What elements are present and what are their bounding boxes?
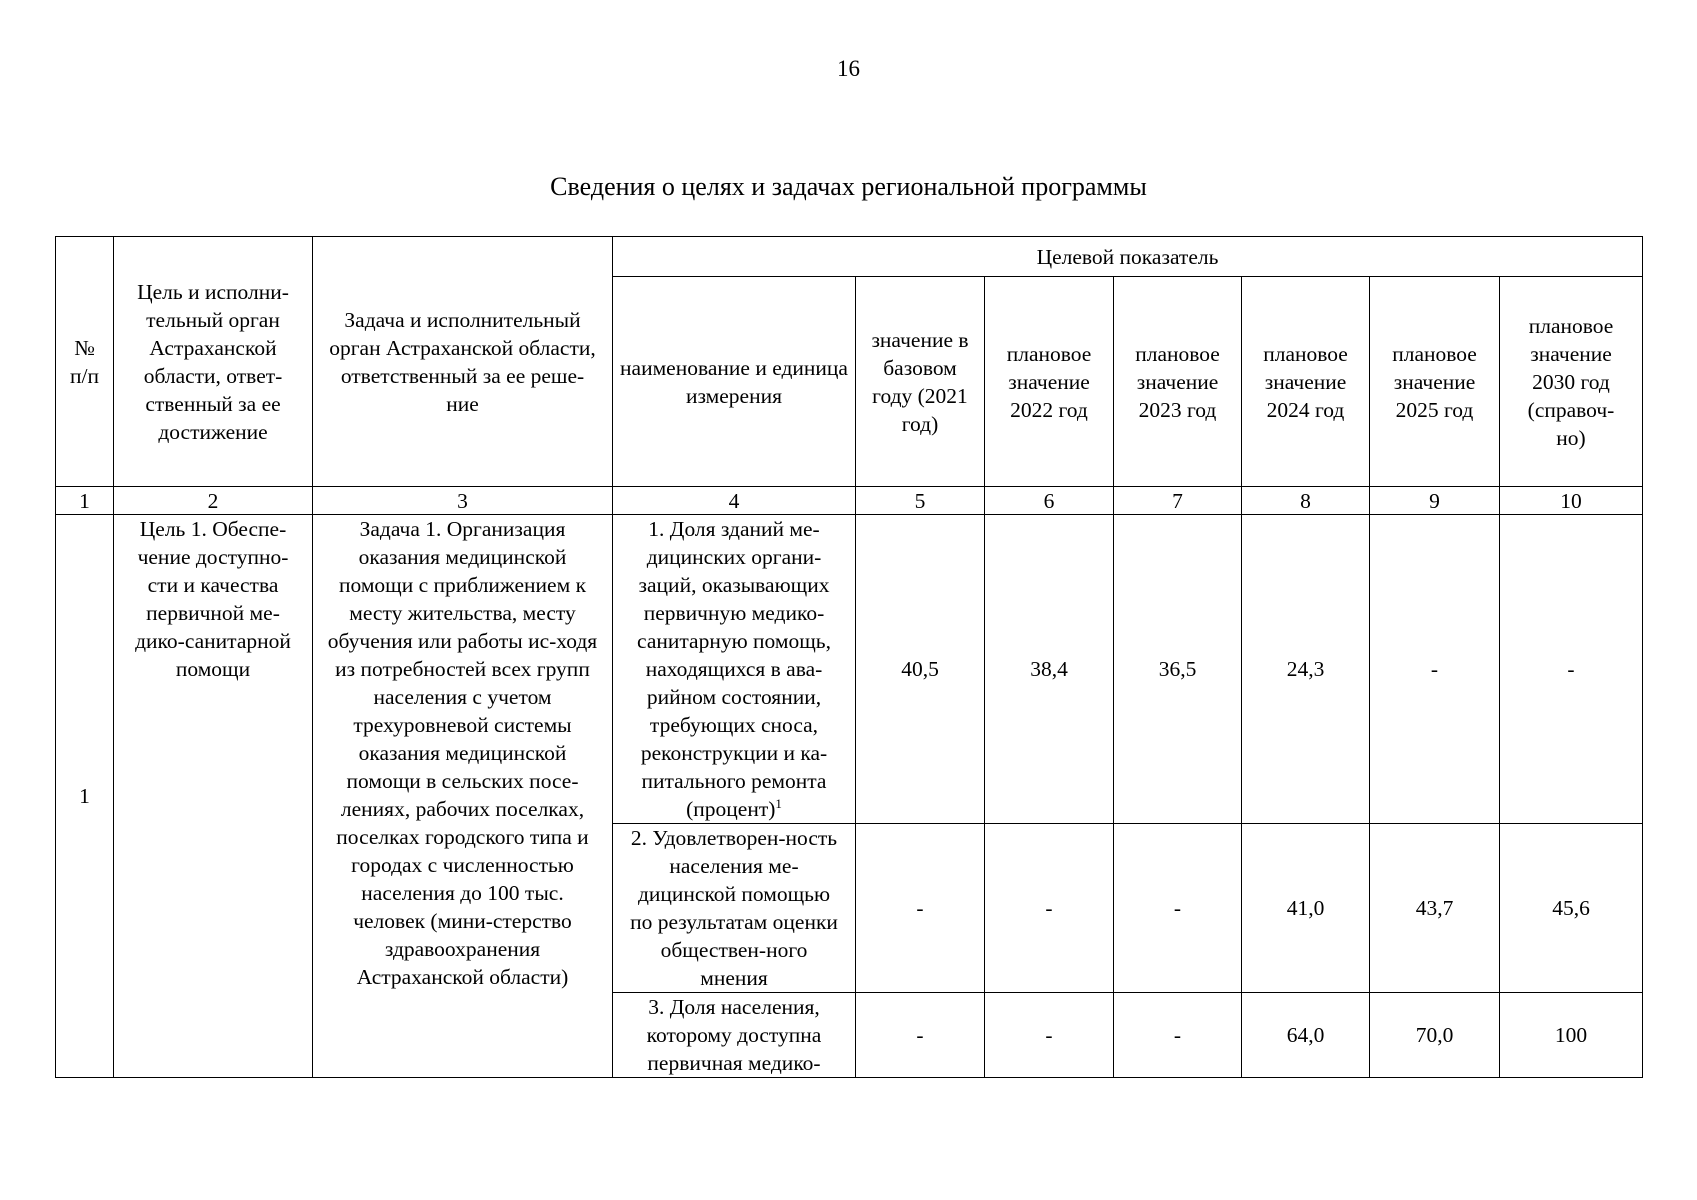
indicator-name-text: 1. Доля зданий ме-дицинских органи-заций, оказывающих первичную медико-санитарную помощь, находящихся в ава-рийном состоянии, требующих сноса, реконструкции и ка-питального ремонта (процент) (637, 517, 831, 821)
page-number: 16 (837, 56, 860, 81)
indicator-base: - (856, 993, 985, 1078)
task-cell: Задача 1. Организация оказания медицинской помощи с приближением к месту жительства, месту обучения или работы ис-ходя из потребностей всех групп населения с учетом трехуровневой системы оказания медицинской помощи в сельских посе-лениях, рабочих поселках, поселках городского типа и городах с численностью населения до 100 тыс. человек (мини-стерство здравоохранения Астраханской области) (313, 515, 613, 1078)
indicator-2022: 38,4 (985, 515, 1114, 824)
column-number: 4 (613, 487, 856, 515)
column-number: 6 (985, 487, 1114, 515)
goals-table (55, 236, 1643, 1078)
indicator-2025: - (1370, 515, 1500, 824)
header-col-goal: Цель и исполни-тельный орган Астраханской области, ответ-ственный за ее достижение (114, 237, 313, 487)
indicator-2023: - (1114, 993, 1242, 1078)
column-number: 5 (856, 487, 985, 515)
indicator-2023: - (1114, 824, 1242, 993)
header-col-2025: плановое значение 2025 год (1370, 277, 1500, 487)
column-number: 9 (1370, 487, 1500, 515)
row-number: 1 (56, 515, 114, 1078)
header-target-indicator: Целевой показатель (613, 237, 1643, 277)
header-col-base: значение в базовом году (2021 год) (856, 277, 985, 487)
indicator-name (613, 993, 856, 1078)
indicator-2024: 24,3 (1242, 515, 1370, 824)
header-col-2030: плановое значение 2030 год (справоч-но) (1500, 277, 1643, 487)
column-number: 1 (56, 487, 114, 515)
indicator-2030: - (1500, 515, 1643, 824)
indicator-2025: 43,7 (1370, 824, 1500, 993)
indicator-2024: 64,0 (1242, 993, 1370, 1078)
header-col-no: № п/п (56, 237, 114, 487)
indicator-2030: 100 (1500, 993, 1643, 1078)
indicator-name (613, 515, 856, 824)
indicator-name-clip (627, 993, 841, 1077)
header-col-2024: плановое значение 2024 год (1242, 277, 1370, 487)
column-number: 3 (313, 487, 613, 515)
column-number-row (56, 487, 1643, 515)
indicator-2030: 45,6 (1500, 824, 1643, 993)
column-number: 8 (1242, 487, 1370, 515)
header-col-2022: плановое значение 2022 год (985, 277, 1114, 487)
indicator-base: - (856, 824, 985, 993)
indicator-name-text: 3. Доля населения, которому доступна первичная медико- (646, 995, 822, 1075)
indicator-2024: 41,0 (1242, 824, 1370, 993)
table-row (56, 515, 1643, 824)
indicator-2025: 70,0 (1370, 993, 1500, 1078)
indicator-2023: 36,5 (1114, 515, 1242, 824)
column-number: 7 (1114, 487, 1242, 515)
header-col-task: Задача и исполнительный орган Астраханской области, ответственный за ее реше-ние (313, 237, 613, 487)
header-col-name: наименование и единица измерения (613, 277, 856, 487)
footnote-marker: 1 (775, 795, 782, 811)
indicator-2022: - (985, 824, 1114, 993)
indicator-name: 2. Удовлетворен-ность населения ме-дицинской помощью по результатам оценки обществен-ного мнения (613, 824, 856, 993)
column-number: 10 (1500, 487, 1643, 515)
header-col-2023: плановое значение 2023 год (1114, 277, 1242, 487)
document-title: Сведения о целях и задачах региональной программы (550, 172, 1147, 201)
goal-cell: Цель 1. Обеспе-чение доступно-сти и качества первичной ме-дико-санитарной помощи (114, 515, 313, 1078)
header-row-top (56, 237, 1643, 277)
column-number: 2 (114, 487, 313, 515)
indicator-base: 40,5 (856, 515, 985, 824)
indicator-2022: - (985, 993, 1114, 1078)
